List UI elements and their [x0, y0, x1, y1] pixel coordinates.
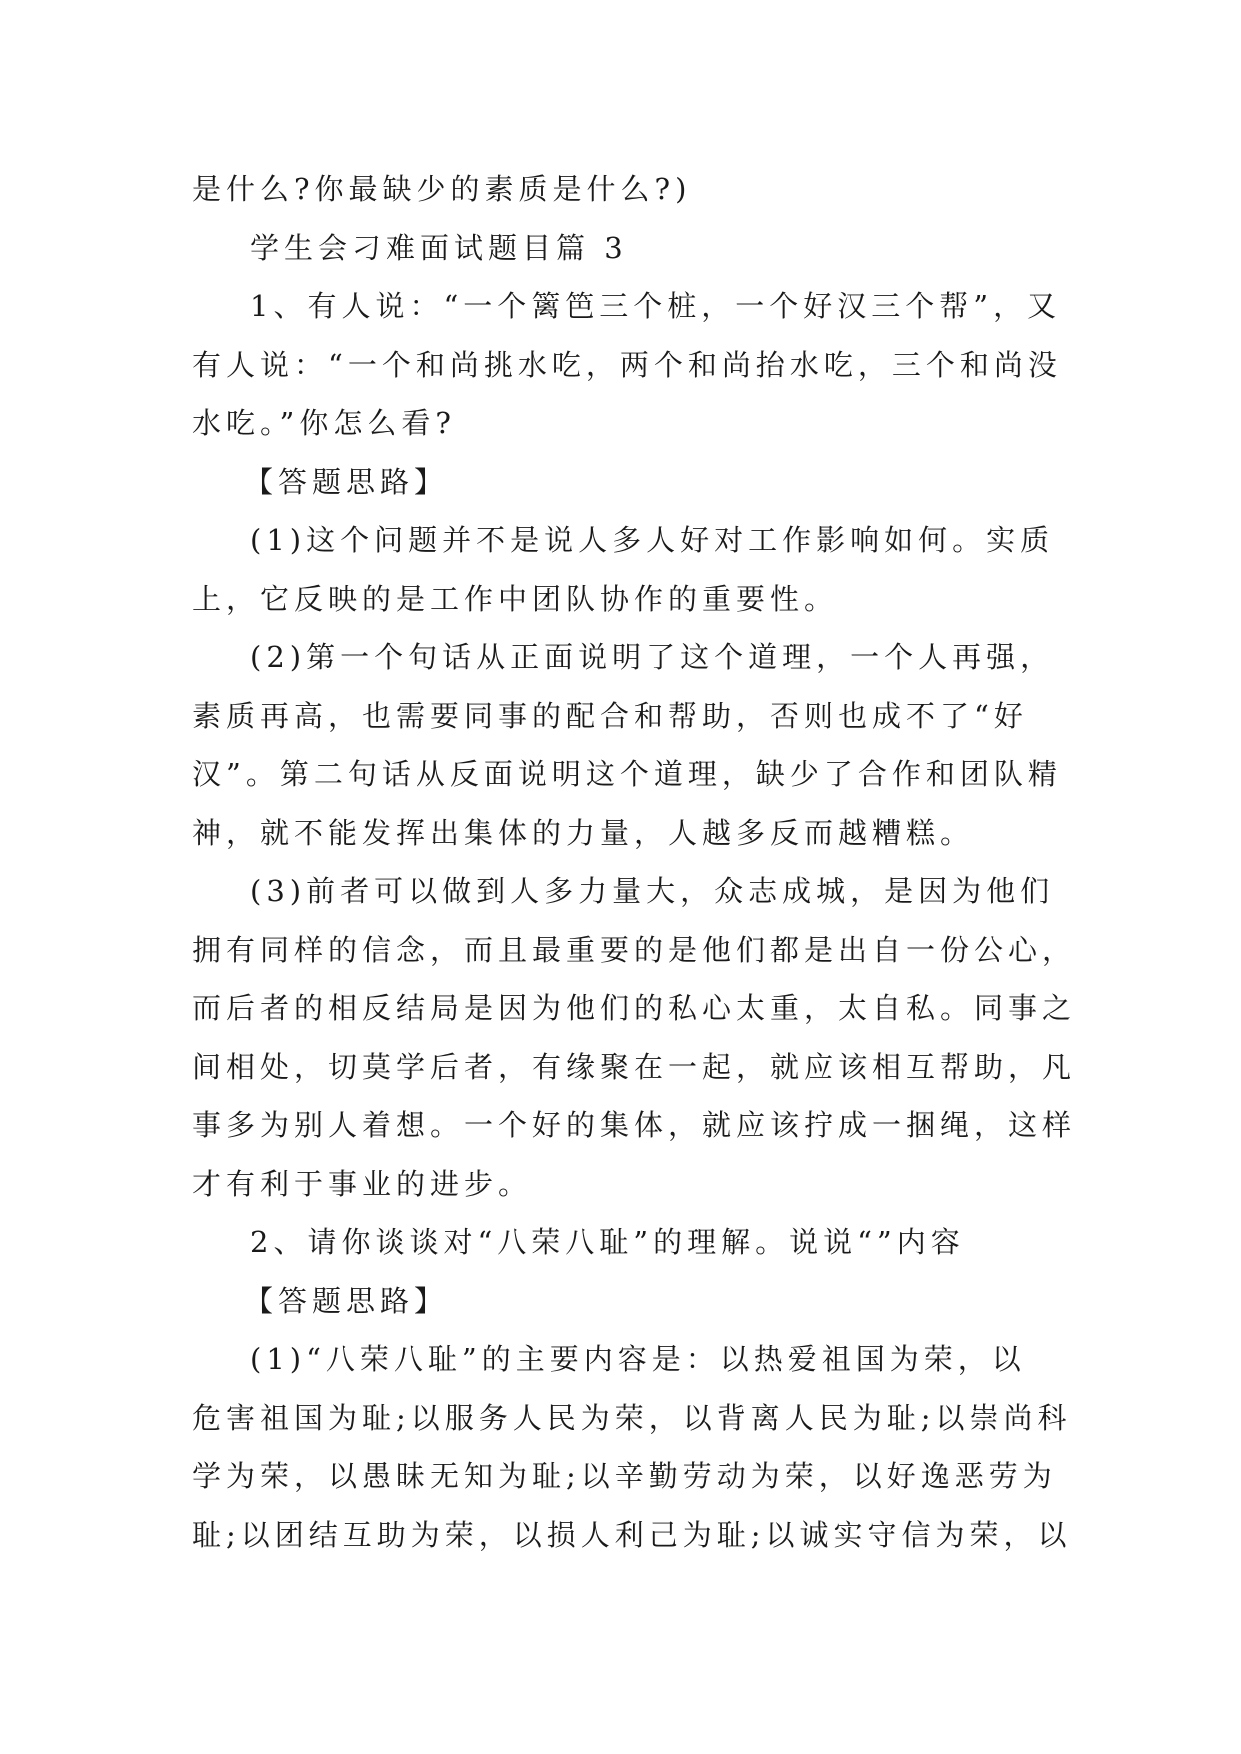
question-line: 2、请你谈谈对“八荣八耻”的理解。说说“”内容 [250, 1225, 965, 1259]
answer-heading: 【答题思路】 [244, 1283, 449, 1318]
answer-line: 而后者的相反结局是因为他们的私心太重，太自私。同事之 [192, 991, 1077, 1025]
answer-heading: 【答题思路】 [244, 464, 449, 499]
answer-line: 神，就不能发挥出集体的力量，人越多反而越糟糕。 [192, 815, 975, 850]
answer-line: 上，它反映的是工作中团队协作的重要性。 [192, 581, 839, 616]
answer-line: (3)前者可以做到人多力量大，众志成城，是因为他们 [250, 874, 1055, 908]
answer-line: 拥有同样的信念，而且最重要的是他们都是出自一份公心， [192, 932, 1077, 967]
answer-line: (2)第一个句话从正面说明了这个道理，一个人再强， [250, 640, 1055, 674]
document-body [192, 160, 1077, 1564]
answer-line: 事多为别人着想。一个好的集体，就应该拧成一捆绳，这样 [192, 1108, 1077, 1142]
question-line: 有人说：“一个和尚挑水吃，两个和尚抬水吃，三个和尚没 [192, 347, 1062, 382]
answer-line: (1)这个问题并不是说人多人好对工作影响如何。实质 [250, 523, 1055, 557]
question-line: 水吃。”你怎么看? [192, 406, 456, 440]
answer-line: 耻;以团结互助为荣，以损人利己为耻;以诚实守信为荣，以 [192, 1517, 1072, 1552]
question-line: 1、有人说：“一个篱笆三个桩，一个好汉三个帮”，又 [250, 289, 1062, 323]
answer-line: 间相处，切莫学后者，有缘聚在一起，就应该相互帮助，凡 [192, 1049, 1077, 1084]
answer-line: 素质再高，也需要同事的配合和帮助，否则也成不了“好 [192, 698, 1028, 733]
text-line: 是什么?你最缺少的素质是什么?) [192, 172, 692, 206]
answer-line: 汉”。第二句话从反面说明这个道理，缺少了合作和团队精 [192, 757, 1062, 791]
section-heading: 学生会刁难面试题目篇 3 [250, 230, 628, 265]
answer-line: 才有利于事业的进步。 [192, 1166, 533, 1201]
answer-line: 学为荣，以愚昧无知为耻;以辛勤劳动为荣，以好逸恶劳为 [192, 1459, 1057, 1493]
answer-line: 危害祖国为耻;以服务人民为荣，以背离人民为耻;以崇尚科 [192, 1400, 1072, 1435]
answer-line: (1)“八荣八耻”的主要内容是：以热爱祖国为荣，以 [250, 1342, 1026, 1376]
